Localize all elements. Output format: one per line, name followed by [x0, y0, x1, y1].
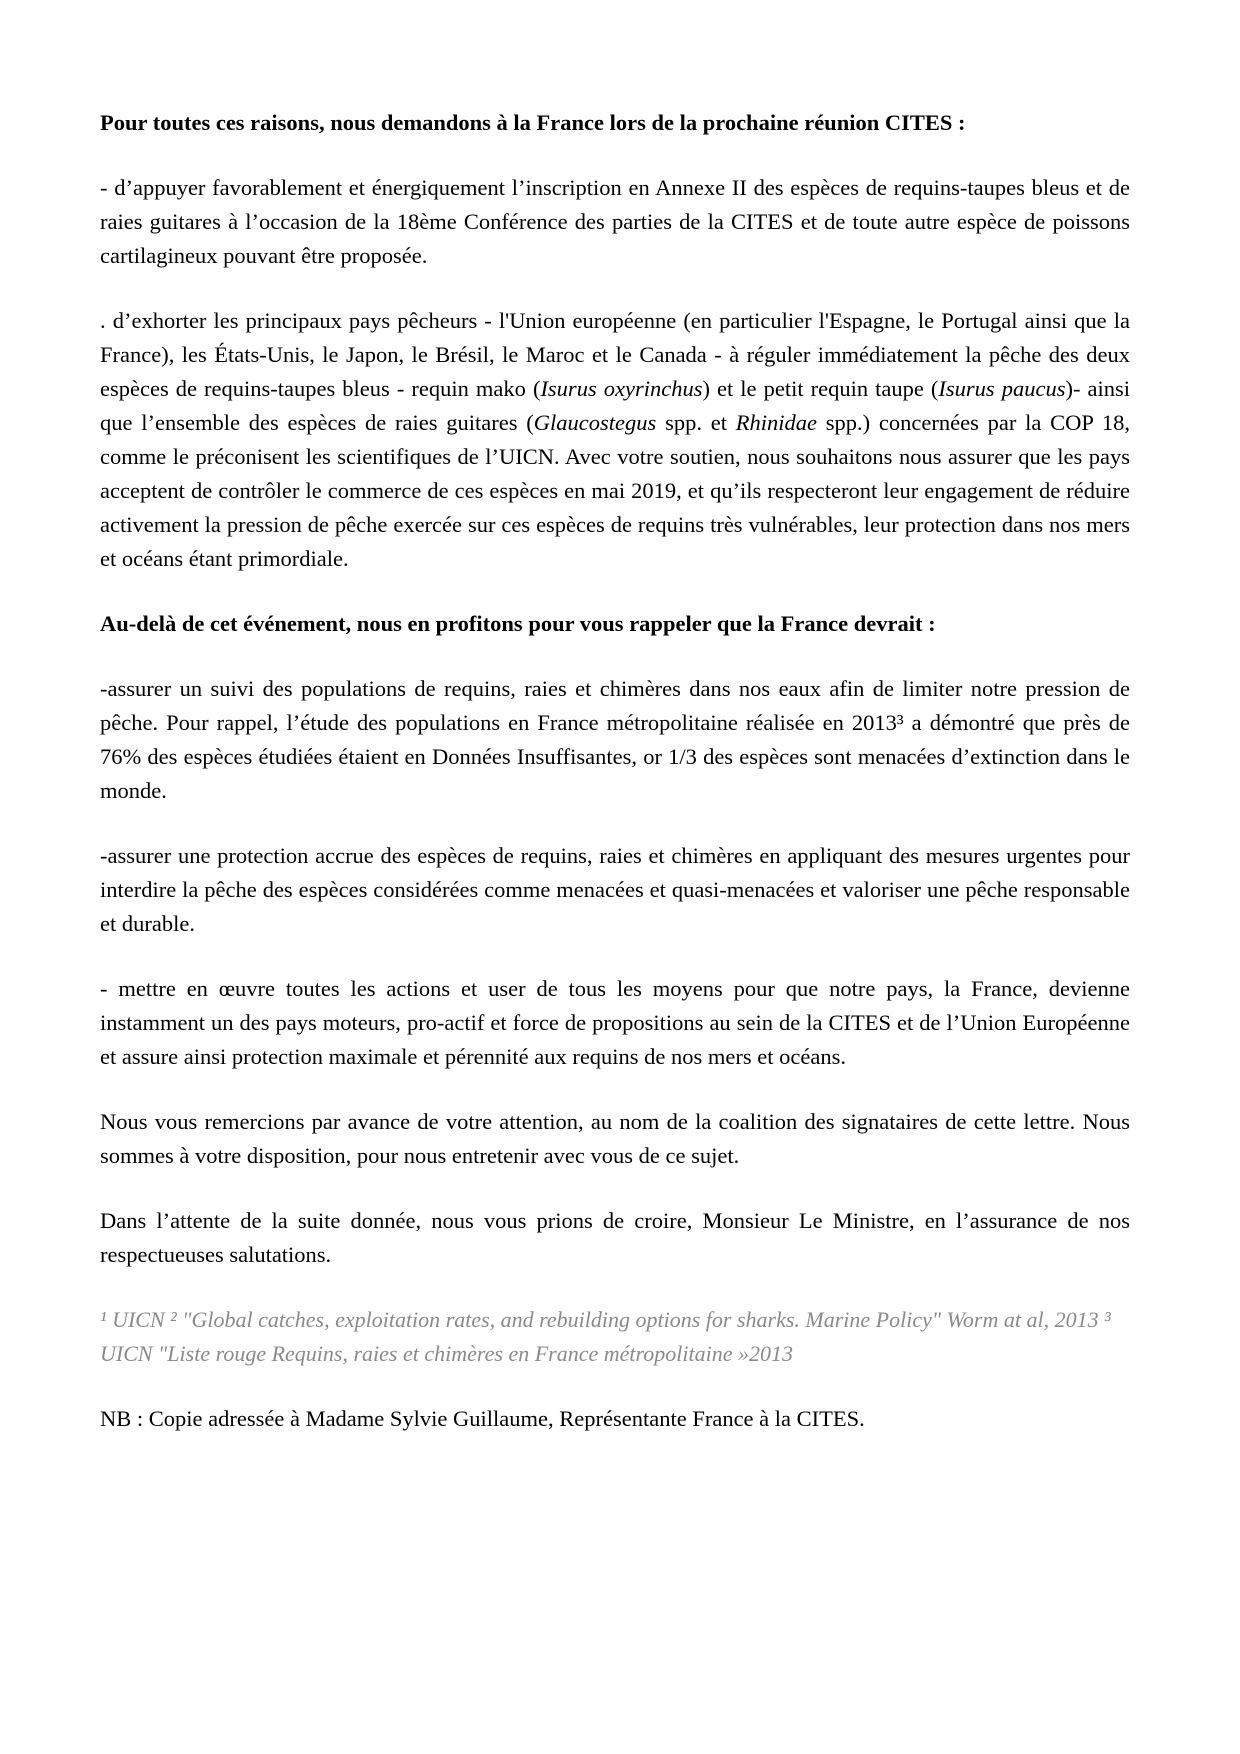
species-latin-name-isurus-oxyrinchus: Isurus oxyrinchus	[540, 376, 703, 401]
footnote-references-uicn: ¹ UICN ² "Global catches, exploitation rates, and rebuilding options for sharks. Marine Policy" Worm at al, 2013 ³ UICN "Liste rouge Requins, raies et chimères en France métropolitaine »2013	[100, 1307, 1111, 1366]
text-run: spp. et	[656, 410, 736, 435]
text-run: . d’exhorter les principaux pays pêcheurs - l'Union européenne (en particulier l'Espagne, le Portugal ainsi que la France), les États-Unis, le Japon, le Brésil, le Maroc et le Canada - à réguler immédiatement la pêche des deux espèces de requins-taupes bleus - requin mako (	[100, 308, 1130, 401]
species-latin-name-isurus-paucus: Isurus paucus	[938, 376, 1066, 401]
heading-rappel-france: Au-delà de cet événement, nous en profitons pour vous rappeler que la France devrait :	[100, 611, 936, 636]
heading-demande-cites: Pour toutes ces raisons, nous demandons à la France lors de la prochaine réunion CITES :	[100, 110, 966, 135]
text-run: )- ainsi que l’ensemble des espèces de raies guitares (	[100, 376, 1130, 435]
species-latin-name-rhinidae: Rhinidae	[735, 410, 817, 435]
paragraph-protection-accrue: -assurer une protection accrue des espèces de requins, raies et chimères en appliquant des mesures urgentes pour interdire la pêche des espèces considérées comme menacées et quasi-menacées et valoriser une pêche responsable et durable.	[100, 843, 1130, 936]
paragraph-suivi-populations: -assurer un suivi des populations de requins, raies et chimères dans nos eaux afin de limiter notre pression de pêche. Pour rappel, l’étude des populations en France métropolitaine réalisée en 2013³ a démontré que près de 76% des espèces étudiées étaient en Données Insuffisantes, or 1/3 des espèces sont menacées d’extinction dans le monde.	[100, 676, 1130, 803]
paragraph-exhorter-pays-pecheurs	[100, 304, 1130, 576]
paragraph-appuyer-annexe2: - d’appuyer favorablement et énergiquement l’inscription en Annexe II des espèces de requins-taupes bleus et de raies guitares à l’occasion de la 18ème Conférence des parties de la CITES et de toute autre espèce de poissons cartilagineux pouvant être proposée.	[100, 175, 1130, 268]
paragraph-salutations: Dans l’attente de la suite donnée, nous vous prions de croire, Monsieur Le Ministre, en l’assurance de nos respectueuses salutations.	[100, 1208, 1130, 1267]
paragraph-remerciements: Nous vous remercions par avance de votre attention, au nom de la coalition des signataires de cette lettre. Nous sommes à votre disposition, pour nous entretenir avec vous de ce sujet.	[100, 1109, 1130, 1168]
paragraph-mettre-en-oeuvre: - mettre en œuvre toutes les actions et user de tous les moyens pour que notre pays, la France, devienne instamment un des pays moteurs, pro-actif et force de propositions au sein de la CITES et de l’Union Européenne et assure ainsi protection maximale et pérennité aux requins de nos mers et océans.	[100, 976, 1130, 1069]
species-latin-name-glaucostegus: Glaucostegus	[533, 410, 657, 435]
text-run: ) et le petit requin taupe (	[702, 376, 939, 401]
text-run: spp.) concernées par la COP 18, comme le préconisent les scientifiques de l’UICN. Avec votre soutien, nous souhaitons nous assurer que les pays acceptent de contrôler le commerce de ces espèces en mai 2019, et qu’ils respecteront leur engagement de réduire activement la pression de pêche exercée sur ces espèces de requins très vulnérables, leur protection dans nos mers et océans étant primordiale.	[100, 410, 1131, 571]
nb-copie-adressee: NB : Copie adressée à Madame Sylvie Guillaume, Représentante France à la CITES.	[100, 1406, 865, 1431]
